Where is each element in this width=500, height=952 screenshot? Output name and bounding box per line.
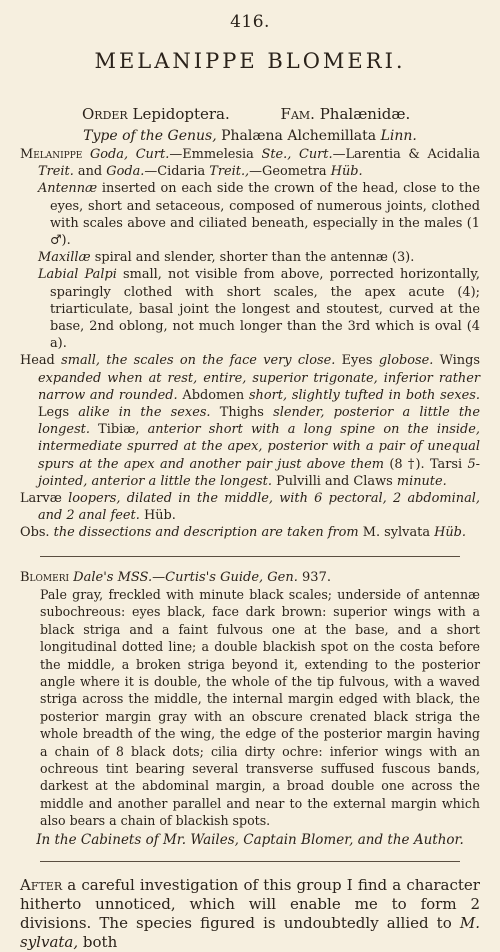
- cabinets-note: In the Cabinets of Mr. Wailes, Captain Blomer, and the Author.: [36, 831, 464, 848]
- genus-synonymy-paragraph: Melanippe Goda, Curt.—Emmelesia Ste., Curt.—Larentia & Acidalia Treit. and Goda.—Cidaria Treit.,—Geometra Hüb.: [20, 147, 481, 180]
- family-label: Fam.: [280, 105, 315, 123]
- antennae-paragraph: Antennæ inserted on each side the crown of the head, close to the eyes, short and setaceous, composed of numerous joints, clothed with scales above and ciliated beneath, especially in the males (1 ♂).: [38, 181, 481, 249]
- observation-paragraph: Obs. the dissections and description are taken from M. sylvata Hüb.: [20, 525, 467, 541]
- maxillae-paragraph: Maxillæ spiral and slender, shorter than the antennæ (3).: [38, 250, 415, 266]
- species-description: Pale gray, freckled with minute black scales; underside of antennæ subochreous: eyes black, face dark brown: superior wings with a black striga and a faint fulvous one at the base, and a short longitudinal dotted line; a double blackish spot on the costa before the middle, a broken striga beyond it, extending to the posterior angle where it is double, the whole of the tip fulvous, with a waved striga across the middle, the internal margin edged with black, the posterior margin gray with an obscure crenated black striga the whole breadth of the wing, the edge of the posterior margin having a chain of 8 black dots; cilia dirty ochre: inferior wings with an ochreous tint bearing several transverse suffused fuscous bands, darkest at the abdominal margin, a broad double one across the middle and another parallel and near to the external margin which also bears a chain of blackish spots.: [40, 586, 480, 829]
- order-label: Order: [82, 105, 128, 123]
- section-divider: [40, 556, 460, 557]
- order-line: [20, 104, 480, 124]
- head-paragraph: Head small, the scales on the face very close. Eyes globose. Wings expanded when at rest, entire, superior trigonate, inferior rather narrow and rounded. Abdomen short, slightly tufted in both sexes. Legs alike in the sexes. Thighs slender, posterior a little the longest. Tibiæ, anterior short with a long spine on the inside, intermediate spurred at the apex, posterior with a pair of unequal spurs at the apex and another pair just above them (8 †). Tarsi 5-jointed, anterior a little the longest. Pulvilli and Claws minute.: [20, 353, 480, 489]
- after-paragraph: After a careful investigation of this group I find a character hitherto unnoticed, which will enable me to form 2 divisions. The species figured is undoubtedly allied to M. sylvata, both: [20, 875, 480, 951]
- type-of-genus: Type of the Genus, Phalæna Alchemillata Linn.: [83, 128, 417, 144]
- page-title: MELANIPPE BLOMERI.: [94, 49, 406, 73]
- species-heading: Blomeri Dale's MSS.—Curtis's Guide, Gen. 937.: [20, 569, 331, 585]
- labial-palpi-paragraph: Labial Palpi small, not visible from above, porrected horizontally, sparingly clothed with short scales, the apex acute (4); triarticulate, basal joint the longest and stoutest, curved at the base, 2nd oblong, not much longer than the 3rd which is oval (4 a).: [38, 267, 480, 352]
- family-value: Phalænidæ.: [319, 105, 411, 123]
- order-value: Lepidoptera.: [132, 105, 230, 123]
- larvae-paragraph: Larvæ loopers, dilated in the middle, with 6 pectoral, 2 abdominal, and 2 anal feet. Hüb.: [20, 491, 480, 524]
- section-divider-2: [40, 861, 460, 862]
- page-number: 416.: [230, 12, 270, 32]
